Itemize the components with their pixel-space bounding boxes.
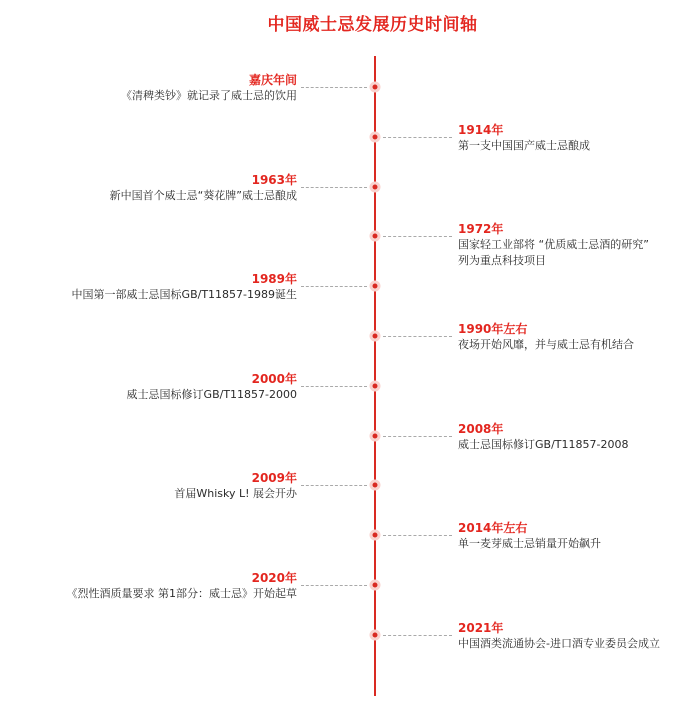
- event-description: 威士忌国标修订GB/T11857-2008: [458, 437, 629, 451]
- timeline-entry: [458, 620, 660, 652]
- timeline-entry: [121, 72, 297, 104]
- timeline-node: [370, 331, 381, 342]
- event-description: 中国第一部威士忌国标GB/T11857-1989诞生: [71, 288, 297, 302]
- timeline-node: [370, 629, 381, 640]
- event-description: 威士忌国标修订GB/T11857-2000: [126, 387, 297, 401]
- page-title: 中国威士忌发展历史时间轴: [267, 15, 478, 35]
- event-description: 列为重点科技项目: [458, 254, 546, 268]
- event-description: 单一麦芽威士忌销量开始飙升: [458, 537, 601, 551]
- timeline-node: [370, 580, 381, 591]
- event-description: 《烈性酒质量要求 第1部分：威士忌》开始起草: [66, 587, 297, 600]
- timeline-connector: [383, 336, 452, 337]
- timeline-entry: [458, 122, 590, 154]
- timeline-connector: [301, 485, 367, 486]
- timeline-axis: [374, 56, 376, 696]
- timeline-entry: [458, 520, 601, 552]
- timeline-node: [370, 430, 381, 441]
- event-year: 1990年左右: [458, 322, 528, 336]
- event-year: 2009年: [251, 471, 297, 486]
- timeline-connector: [383, 635, 452, 636]
- event-year: 2008年: [458, 421, 504, 436]
- timeline-entry: [67, 570, 298, 602]
- event-year: 嘉庆年间: [248, 73, 297, 87]
- timeline-connector: [301, 87, 367, 88]
- event-description: 夜场开始风靡，并与威士忌有机结合: [458, 338, 634, 351]
- timeline-node: [370, 131, 381, 142]
- event-description: 中国酒类流通协会-进口酒专业委员会成立: [458, 636, 660, 650]
- event-description: 新中国首个威士忌“葵花牌”威士忌酿成: [109, 188, 297, 202]
- timeline-connector: [301, 286, 367, 287]
- event-year: 1914年: [458, 122, 504, 137]
- event-description: 首届Whisky L! 展会开办: [174, 487, 297, 501]
- timeline-connector: [301, 585, 367, 586]
- timeline-entry: [458, 421, 628, 453]
- event-year: 2020年: [251, 571, 297, 585]
- event-description: 《清稗类钞》就记录了威士忌的饮用: [121, 89, 297, 102]
- timeline-connector: [383, 137, 452, 138]
- timeline-entry: [174, 470, 297, 502]
- timeline-entry: [458, 321, 634, 353]
- timeline-node: [370, 530, 381, 541]
- timeline-connector: [301, 386, 367, 387]
- event-year: 2014年左右: [458, 521, 528, 536]
- timeline-connector: [383, 236, 452, 237]
- event-description: 国家轻工业部将 “优质威士忌酒的研究”: [458, 238, 649, 252]
- timeline-entry: [458, 221, 649, 269]
- timeline-node: [370, 181, 381, 192]
- timeline-node: [370, 82, 381, 93]
- timeline-node: [370, 380, 381, 391]
- timeline-entry: [72, 271, 297, 303]
- timeline-node: [370, 281, 381, 292]
- event-description: 第一支中国国产威士忌酿成: [458, 138, 590, 152]
- timeline-node: [370, 480, 381, 491]
- event-year: 2021年: [458, 620, 504, 635]
- event-year: 2000年: [251, 371, 297, 386]
- timeline-connector: [301, 187, 367, 188]
- event-year: 1972年: [458, 222, 504, 237]
- timeline-entry: [110, 172, 297, 204]
- event-year: 1989年: [251, 272, 297, 287]
- timeline-connector: [383, 535, 452, 536]
- timeline-entry: [127, 371, 297, 403]
- event-year: 1963年: [251, 172, 297, 187]
- timeline-node: [370, 231, 381, 242]
- timeline-connector: [383, 436, 452, 437]
